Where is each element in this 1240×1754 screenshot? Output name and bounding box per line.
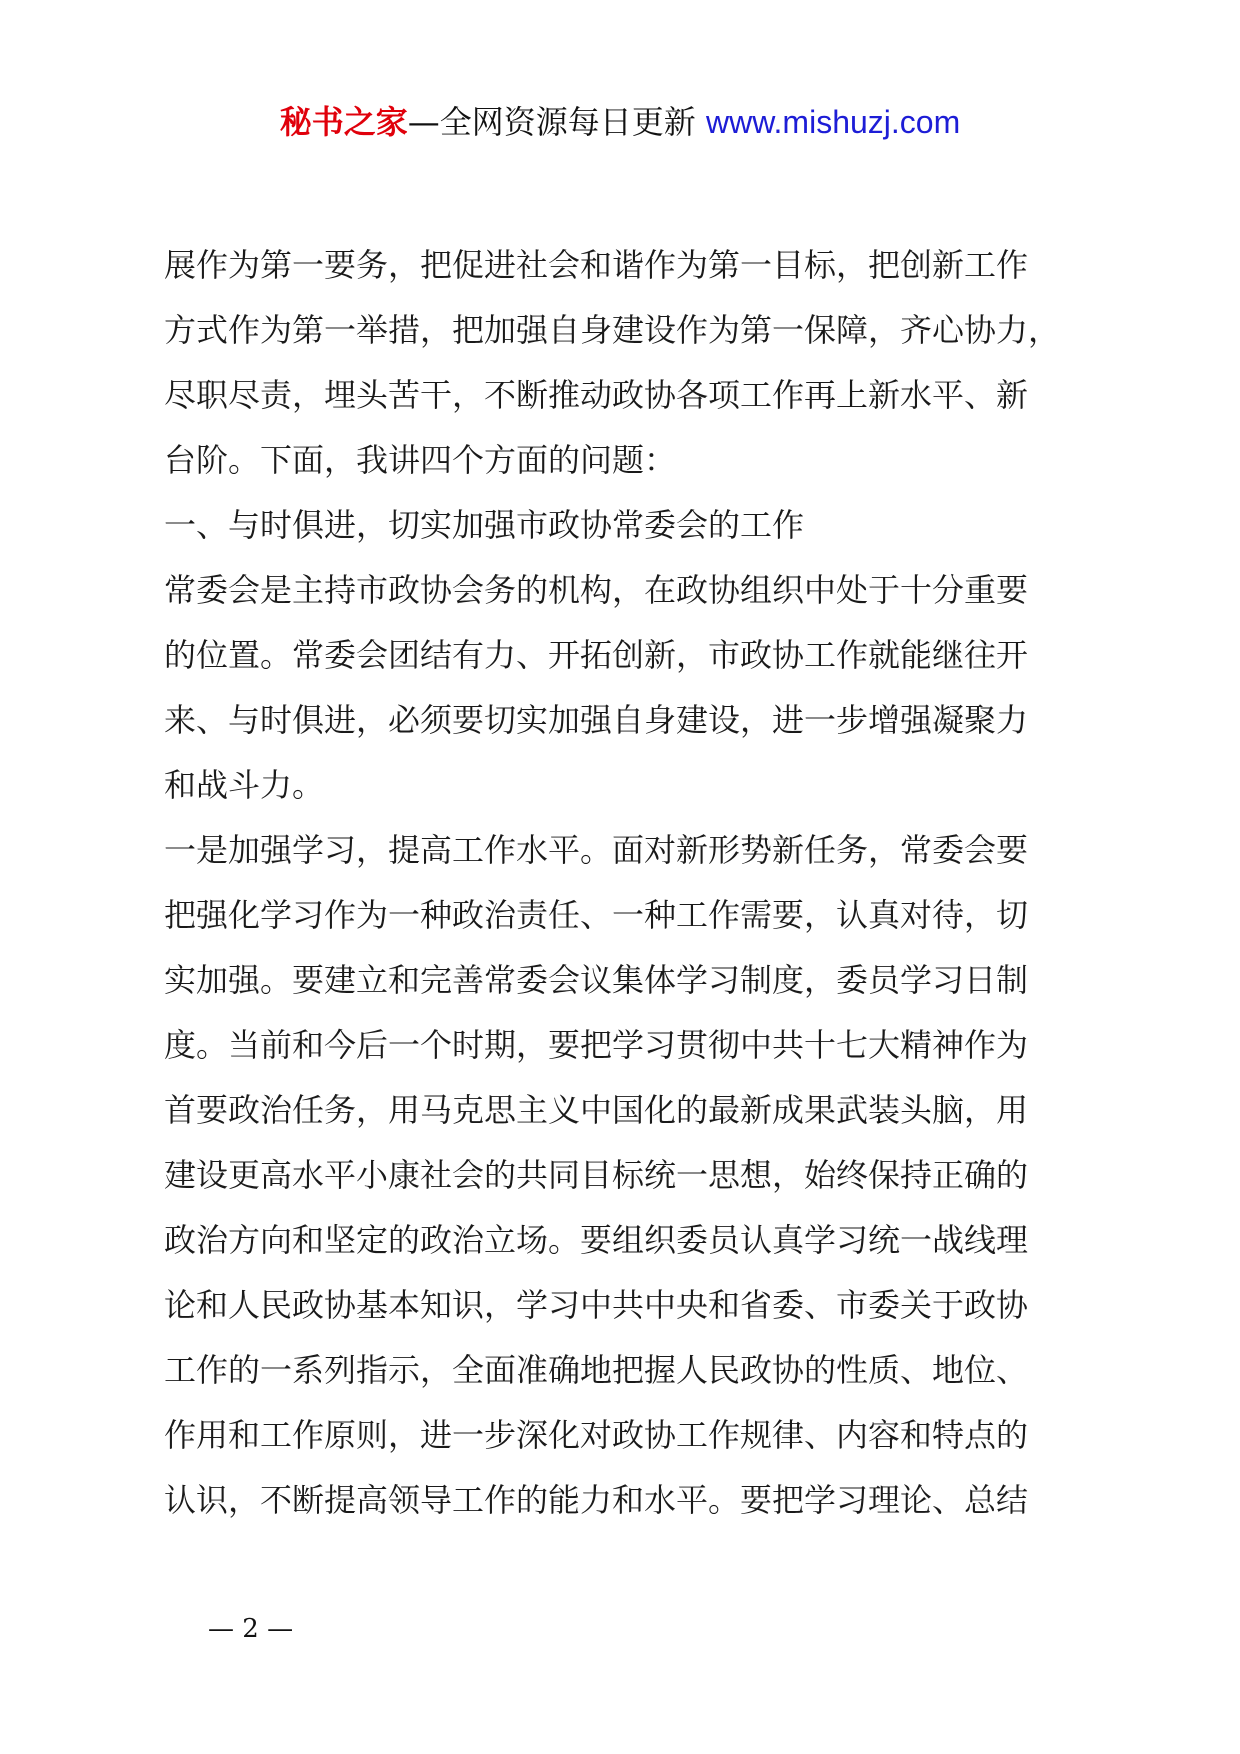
text-line: 认识，不断提高领导工作的能力和水平。要把学习理论、总结 <box>164 1481 1029 1519</box>
text-line: 作用和工作原则，进一步深化对政协工作规律、内容和特点的 <box>164 1416 1029 1454</box>
text-line: 度。当前和今后一个时期，要把学习贯彻中共十七大精神作为 <box>164 1026 1029 1064</box>
section-heading: 一、与时俱进，切实加强市政协常委会的工作 <box>164 506 805 544</box>
text-line: 论和人民政协基本知识，学习中共中央和省委、市委关于政协 <box>164 1286 1029 1324</box>
text-line: 尽职尽责，埋头苦干，不断推动政协各项工作再上新水平、新 <box>164 376 1029 414</box>
text-line: 方式作为第一举措，把加强自身建设作为第一保障，齐心协力， <box>164 311 1061 349</box>
brand-name: 秘书之家 <box>279 103 408 141</box>
header-url[interactable]: www.mishuzj.com <box>705 104 961 140</box>
header-tagline: —全网资源每日更新 <box>407 103 706 141</box>
text-line: 来、与时俱进，必须要切实加强自身建设，进一步增强凝聚力 <box>164 701 1029 739</box>
text-line: 常委会是主持市政协会务的机构，在政协组织中处于十分重要 <box>164 571 1029 609</box>
text-line: 首要政治任务，用马克思主义中国化的最新成果武装头脑，用 <box>164 1091 1029 1129</box>
text-line: 和战斗力。 <box>164 766 325 804</box>
text-line: 政治方向和坚定的政治立场。要组织委员认真学习统一战线理 <box>164 1221 1029 1259</box>
text-line: 工作的一系列指示，全面准确地把握人民政协的性质、地位、 <box>164 1351 1029 1389</box>
text-line: 把强化学习作为一种政治责任、一种工作需要，认真对待，切 <box>164 896 1029 934</box>
text-line: 实加强。要建立和完善常委会议集体学习制度，委员学习日制 <box>164 961 1029 999</box>
document-body <box>164 240 1124 1540</box>
page-header <box>0 98 1240 146</box>
text-line: 台阶。下面，我讲四个方面的问题： <box>164 441 677 479</box>
page-number: — 2 — <box>208 1614 294 1644</box>
text-line: 一是加强学习，提高工作水平。面对新形势新任务，常委会要 <box>164 831 1029 869</box>
text-line: 展作为第一要务，把促进社会和谐作为第一目标，把创新工作 <box>164 246 1029 284</box>
text-line: 建设更高水平小康社会的共同目标统一思想，始终保持正确的 <box>164 1156 1029 1194</box>
text-line: 的位置。常委会团结有力、开拓创新，市政协工作就能继往开 <box>164 636 1029 674</box>
